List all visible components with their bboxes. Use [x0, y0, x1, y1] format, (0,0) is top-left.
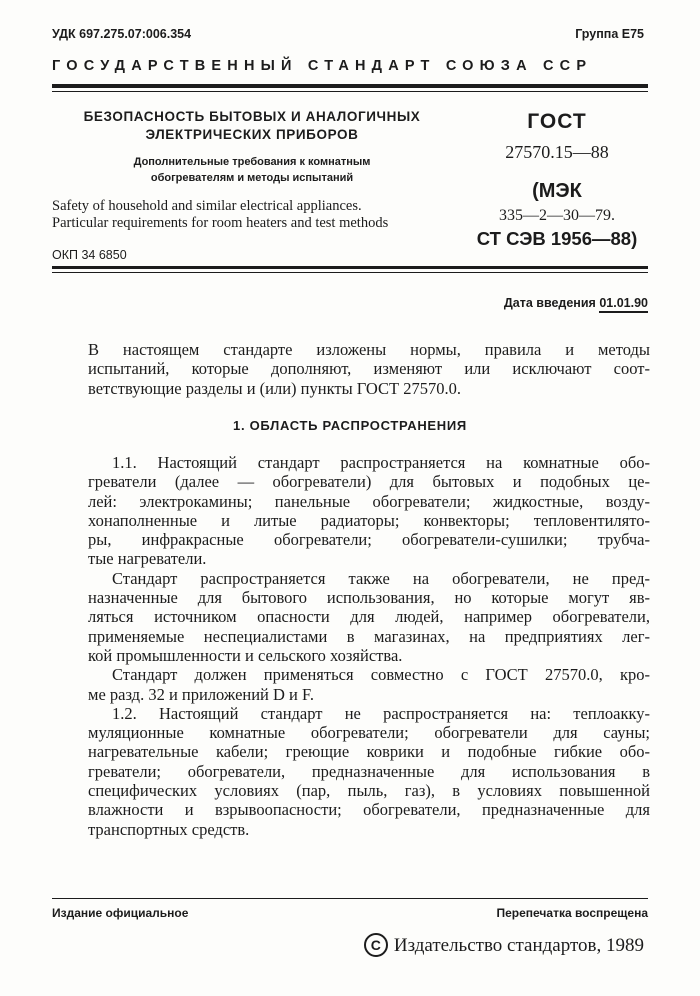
- paragraph-line: хонаполненные и литые радиаторы; конвекторы; тепловентилято-: [88, 510, 650, 530]
- footer-rule: [52, 898, 648, 899]
- introduction-date-value: 01.01.90: [599, 296, 648, 313]
- title-sub-line-1: Дополнительные требования к комнатным: [133, 156, 371, 168]
- introduction-date-label: Дата введения: [503, 296, 596, 310]
- iec-reference-line-2: 335—2—30—79.: [499, 207, 615, 224]
- paragraph-line: 1.1. Настоящий стандарт распространяется на комнатные обо-: [112, 453, 650, 472]
- copyright-icon: С: [364, 933, 388, 957]
- paragraph-line: муляционные комнатные обогреватели; обогреватели для сауны;: [88, 723, 650, 743]
- paragraph-line: назначенные для бытового использования, но которые могут яв-: [88, 588, 650, 608]
- title-english-line-1: Safety of household and similar electrical appliances.: [52, 198, 362, 214]
- section-title: 1. ОБЛАСТЬ РАСПРОСТРАНЕНИЯ: [233, 418, 467, 433]
- title-rule-thin: [52, 272, 648, 273]
- paragraph-line: тые нагреватели.: [88, 549, 207, 569]
- intro-line: В настоящем стандарте изложены нормы, правила и методы: [88, 340, 650, 359]
- paragraph-line: греватели; обогреватели, предназначенные для использования в: [88, 761, 650, 781]
- header-rule-thick: [52, 84, 648, 88]
- title-english-line-2: Particular requirements for room heaters and test methods: [52, 215, 389, 231]
- paragraph-line: Стандарт должен применяться совместно с ГОСТ 27570.0, кро-: [112, 665, 650, 685]
- introduction-date: [504, 296, 648, 310]
- paragraph-line: ры, инфракрасные обогреватели; обогреватели-сушилки; трубча-: [88, 530, 650, 550]
- state-standard-heading: ГОСУДАРСТВЕННЫЙ СТАНДАРТ СОЮЗА ССР: [52, 58, 593, 74]
- paragraph-line: кой промышленности и сельского хозяйства.: [88, 645, 403, 665]
- iec-reference-line-3: СТ СЭВ 1956—88): [476, 228, 638, 249]
- gost-label: ГОСТ: [527, 110, 587, 133]
- paragraph-line: специфических условиях (пар, пыль, газ), в условиях повышенной: [88, 781, 650, 801]
- paragraph-line: Стандарт распространяется также на обогреватели, не пред-: [112, 568, 650, 588]
- official-edition-note: Издание официальное: [52, 906, 189, 920]
- paragraph-line: ляться источником опасности для людей, например обогреватели,: [88, 607, 650, 627]
- intro-line: испытаний, которые дополняют, изменяют или исключают соот-: [88, 359, 650, 379]
- gost-number: 27570.15—88: [505, 142, 609, 162]
- paragraph-line: транспортных средств.: [88, 819, 250, 839]
- group-code: Группа Е75: [575, 27, 644, 41]
- intro-line: ветствующие разделы и (или) пункты ГОСТ 27570.0.: [88, 378, 462, 398]
- iec-reference-line-1: (МЭК: [532, 180, 582, 202]
- paragraph-line: 1.2. Настоящий стандарт не распространяется на: теплоакку-: [112, 703, 650, 723]
- paragraph-line: применяемые неспециалистами в магазинах, на предприятиях лег-: [88, 626, 650, 646]
- paragraph-line: лей: электрокамины; панельные обогреватели; жидкостные, возду-: [88, 491, 650, 511]
- title-main-line-2: ЭЛЕКТРИЧЕСКИХ ПРИБОРОВ: [145, 127, 359, 142]
- intro-paragraph: [88, 340, 650, 398]
- paragraph-line: нагревательные кабели; греющие коврики и подобные гибкие обо-: [88, 742, 650, 762]
- paragraph-line: ме разд. 32 и приложений D и F.: [88, 684, 314, 704]
- header-rule-thin: [52, 91, 648, 92]
- reprint-prohibited-note: Перепечатка воспрещена: [496, 906, 648, 920]
- publisher-line: [364, 933, 644, 957]
- okp-code: ОКП 34 6850: [52, 248, 127, 262]
- udc-code: УДК 697.275.07:006.354: [52, 27, 192, 41]
- paragraph-line: влажности и взрывоопасности; обогреватели, предназначенные для: [88, 800, 650, 820]
- title-sub-line-2: обогревателям и методы испытаний: [150, 172, 354, 184]
- scope-paragraphs: [88, 453, 650, 839]
- title-main-line-1: БЕЗОПАСНОСТЬ БЫТОВЫХ И АНАЛОГИЧНЫХ: [83, 109, 421, 124]
- paragraph-line: греватели (далее — обогреватели) для бытовых и подобных це-: [88, 472, 650, 492]
- title-rule-thick: [52, 266, 648, 269]
- publisher-name: Издательство стандартов, 1989: [393, 935, 644, 956]
